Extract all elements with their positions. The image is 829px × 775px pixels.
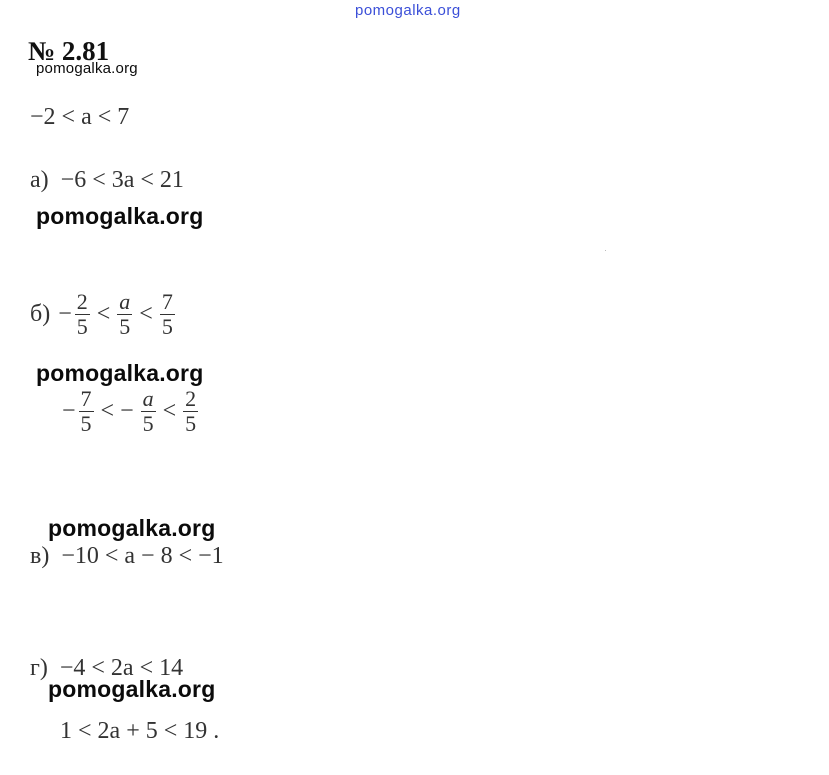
watermark-top: pomogalka.org: [355, 2, 461, 19]
numerator: 7: [80, 386, 92, 411]
watermark: pomogalka.org: [36, 60, 138, 77]
denominator: 5: [119, 314, 131, 339]
numerator: 2: [76, 289, 88, 314]
numerator: 2: [185, 386, 197, 411]
fraction: [141, 387, 156, 436]
part-b-label: б): [30, 301, 51, 327]
less-than-minus: < −: [100, 398, 134, 424]
numerator: 7: [161, 289, 173, 314]
part-a-label: а): [30, 167, 49, 193]
fraction: [160, 290, 175, 339]
part-a: [30, 167, 184, 194]
minus-sign: −: [62, 398, 76, 424]
part-c-label: в): [30, 543, 50, 569]
denominator: 5: [142, 411, 154, 436]
numerator: a: [119, 289, 131, 314]
fraction: [183, 387, 198, 436]
watermark: pomogalka.org: [48, 676, 216, 702]
watermark: pomogalka.org: [36, 203, 204, 229]
fraction: [79, 387, 94, 436]
part-a-expression: −6 < 3a < 21: [60, 167, 184, 193]
less-than: <: [162, 398, 177, 424]
less-than: <: [96, 301, 111, 327]
watermark: pomogalka.org: [48, 515, 216, 541]
watermark: pomogalka.org: [36, 360, 204, 386]
speck: [605, 250, 606, 251]
denominator: 5: [76, 314, 88, 339]
part-b: [30, 290, 178, 339]
part-b-result: [62, 387, 201, 436]
part-d-expression: −4 < 2a < 14: [59, 655, 184, 681]
condition: −2 < a < 7: [30, 104, 130, 130]
less-than: <: [139, 301, 153, 327]
part-c-expression: −10 < a − 8 < −1: [61, 543, 224, 569]
denominator: 5: [185, 411, 197, 436]
denominator: 5: [161, 314, 173, 339]
part-c: [30, 543, 224, 570]
denominator: 5: [80, 411, 92, 436]
fraction: [117, 290, 132, 339]
part-d-result: 1 < 2a + 5 < 19 .: [60, 718, 220, 744]
problem-number: № 2.81: [28, 36, 110, 66]
numerator: a: [142, 386, 154, 411]
fraction: [75, 290, 90, 339]
part-d-label: г): [30, 655, 48, 681]
minus-sign: −: [58, 301, 72, 327]
